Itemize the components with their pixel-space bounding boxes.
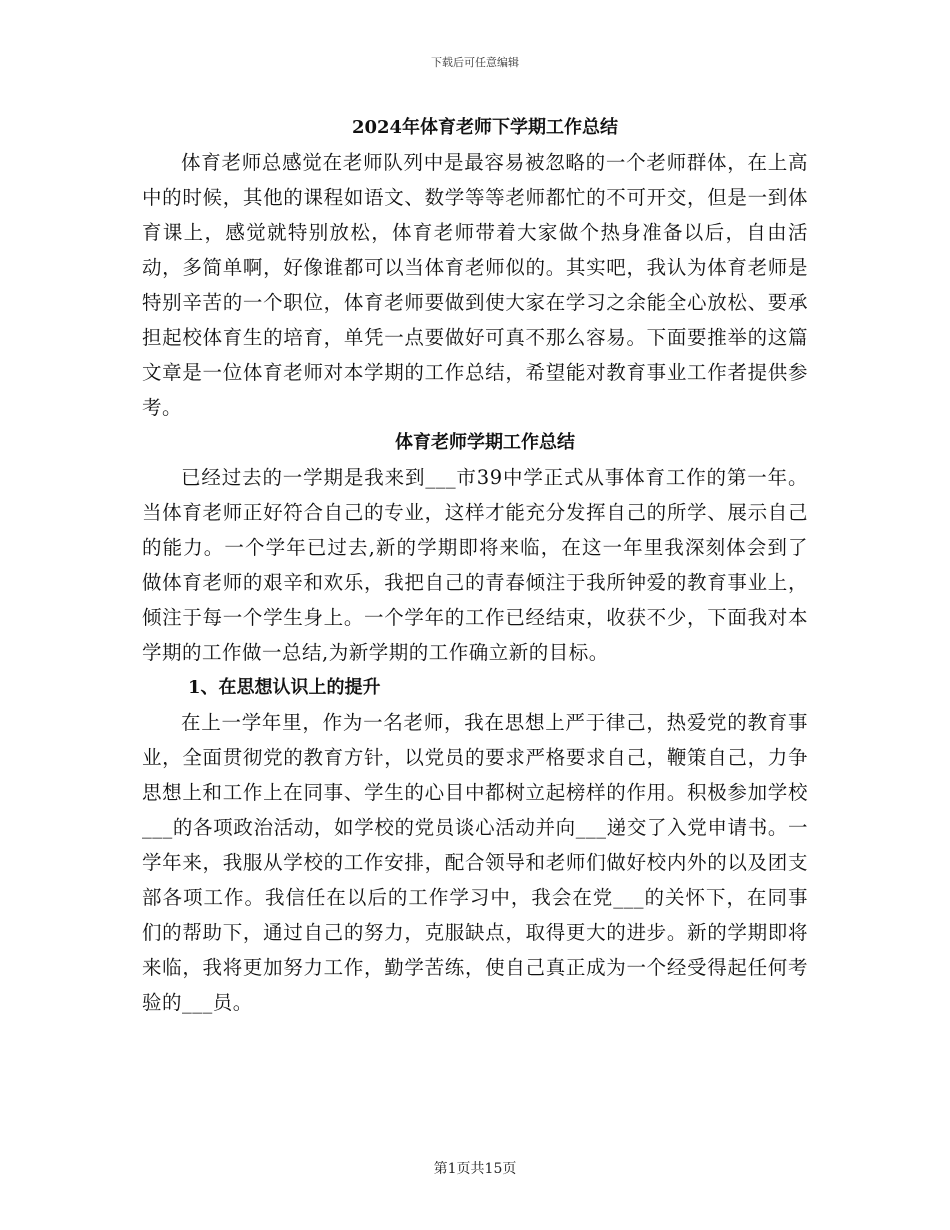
- intro-paragraph: 体育老师总感觉在老师队列中是最容易被忽略的一个老师群体，在上高中的时候，其他的课程如语文、数学等等老师都忙的不可开交，但是一到体育课上，感觉就特别放松，体育老师带着大家做个热身准备以后，自由活动，多简单啊，好像谁都可以当体育老师似的。其实吧，我认为体育老师是特别辛苦的一个职位，体育老师要做到使大家在学习之余能全心放松、要承担起校体育生的培育，单凭一点要做好可真不那么容易。下面要推举的这篇文章是一位体育老师对本学期的工作总结，希望能对教育事业工作者提供参考。: [142, 151, 808, 419]
- body-paragraph-3: 在上一学年里，作为一名老师，我在思想上严于律己，热爱党的教育事业，全面贯彻党的教育方针，以党员的要求严格要求自己，鞭策自己，力争思想上和工作上在同事、学生的心目中都树立起榜样的作用。积极参加学校___的各项政治活动，如学校的党员谈心活动并向___递交了入党申请书。一学年来，我服从学校的工作安排，配合领导和老师们做好校内外的以及团支部各项工作。我信任在以后的工作学习中，我会在党___的关怀下，在同事们的帮助下，通过自己的努力，克服缺点，取得更大的进步。新的学期即将来临，我将更加努力工作，勤学苦练，使自己真正成为一个经受得起任何考验的___员。: [142, 711, 808, 1014]
- header-note: 下载后可任意编辑: [431, 56, 519, 69]
- body-paragraph-2: 已经过去的一学期是我来到___市39中学正式从事体育工作的第一年。当体育老师正好符合自己的专业，这样才能充分发挥自己的所学、展示自己的能力。一个学年已过去,新的学期即将来临，在这一年里我深刻体会到了做体育老师的艰辛和欢乐，我把自己的青春倾注于我所钟爱的教育事业上，倾注于每一个学生身上。一个学年的工作已经结束，收获不少，下面我对本学期的工作做一总结,为新学期的工作确立新的目标。: [142, 466, 808, 664]
- page-footer: 第1页共15页: [433, 1161, 517, 1177]
- section-subtitle: 体育老师学期工作总结: [395, 432, 575, 453]
- document-body: [142, 110, 808, 1020]
- document-title: 2024年体育老师下学期工作总结: [351, 117, 619, 138]
- section-1-heading: 1、在思想认识上的提升: [188, 677, 381, 698]
